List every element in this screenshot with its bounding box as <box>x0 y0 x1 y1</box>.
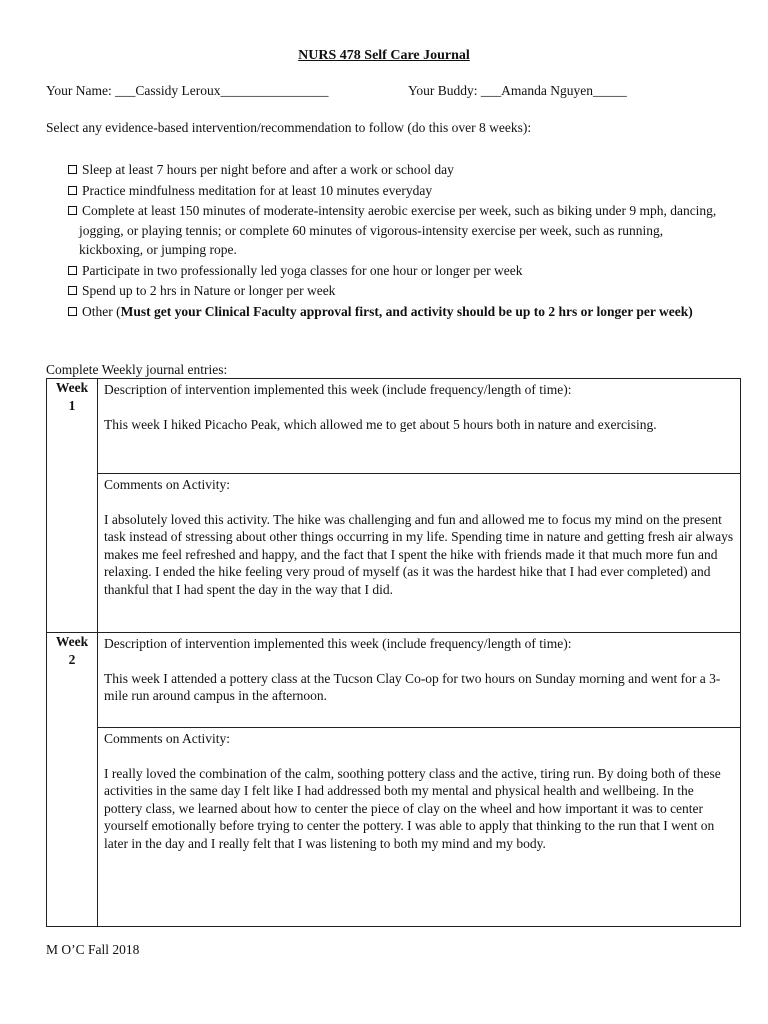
checkbox-icon[interactable] <box>68 307 77 316</box>
week-1-comments: Comments on Activity: I absolutely loved this activity. The hike was challenging and fun and allowed me to focus my mind on the present task instead of stressing about other things occurring in my life. Spending time in nature and getting fresh air always makes me feel refreshed and happy, and the fact that I spent the hike with friends made it that much more fun and relaxing. I ended the hike feeling very proud of myself (as it was the hardest hike that I had ever completed) and thankful that I had spent the day in the way that I did. <box>98 474 741 633</box>
buddy-line <box>408 83 627 99</box>
journal-table <box>46 378 741 927</box>
option-sleep: Sleep at least 7 hours per night before and after a work or school day <box>68 160 728 180</box>
option-aerobic-exercise: Complete at least 150 minutes of moderate-intensity aerobic exercise per week, such as biking under 9 mph, dancing, jogging, or playing tennis; or complete 60 minutes of vigorous-intensity exercise per week, such as running, kickboxing, or jumping rope. <box>68 201 728 260</box>
checkbox-icon[interactable] <box>68 206 77 215</box>
checkbox-icon[interactable] <box>68 186 77 195</box>
name-value: ___Cassidy Leroux________________ <box>115 83 329 98</box>
week-2-label: Week 2 <box>47 633 98 927</box>
checkbox-icon[interactable] <box>68 266 77 275</box>
checkbox-icon[interactable] <box>68 165 77 174</box>
document-title: NURS 478 Self Care Journal <box>298 48 470 63</box>
week-2-comments: Comments on Activity: I really loved the combination of the calm, soothing pottery class and the active, tiring run. By doing both of these activities in the same day I felt like I had addressed both my mental and physical health and wellbeing. In the pottery class, we learned about how to center the piece of clay on the wheel and how important it was to center yourself emotionally before trying to center the pottery. I was able to apply that thinking to the run that I went on later in the day and I really felt that I was listening to both my mind and my body. <box>98 728 741 927</box>
footer: M O’C Fall 2018 <box>46 942 140 957</box>
week-1-description: Description of intervention implemented this week (include frequency/length of time): This week I hiked Picacho Peak, which allowed me to get about 5 hours both in nature and exercising. <box>98 379 741 474</box>
checkbox-icon[interactable] <box>68 286 77 295</box>
week-2-description: Description of intervention implemented this week (include frequency/length of time): This week I attended a pottery class at the Tucson Clay Co-op for two hours on Sunday morning and went for a 3-mile run around campus in the afternoon. <box>98 633 741 728</box>
name-line <box>46 83 329 99</box>
option-other: Other (Must get your Clinical Faculty approval first, and activity should be up to 2 hrs or longer per week) <box>68 302 728 322</box>
buddy-label: Your Buddy: <box>408 83 478 98</box>
journal-label: Complete Weekly journal entries: <box>46 362 228 377</box>
option-nature: Spend up to 2 hrs in Nature or longer per week <box>68 281 728 301</box>
table-row <box>47 633 741 728</box>
table-row <box>47 728 741 927</box>
instructions: Select any evidence-based intervention/recommendation to follow (do this over 8 weeks): <box>46 120 532 135</box>
table-row <box>47 474 741 633</box>
option-yoga: Participate in two professionally led yoga classes for one hour or longer per week <box>68 261 728 281</box>
table-row <box>47 379 741 474</box>
option-mindfulness: Practice mindfulness meditation for at least 10 minutes everyday <box>68 181 728 201</box>
week-1-label: Week 1 <box>47 379 98 633</box>
buddy-value: ___Amanda Nguyen_____ <box>480 83 627 98</box>
name-label: Your Name: <box>46 83 112 98</box>
intervention-options <box>68 160 728 322</box>
